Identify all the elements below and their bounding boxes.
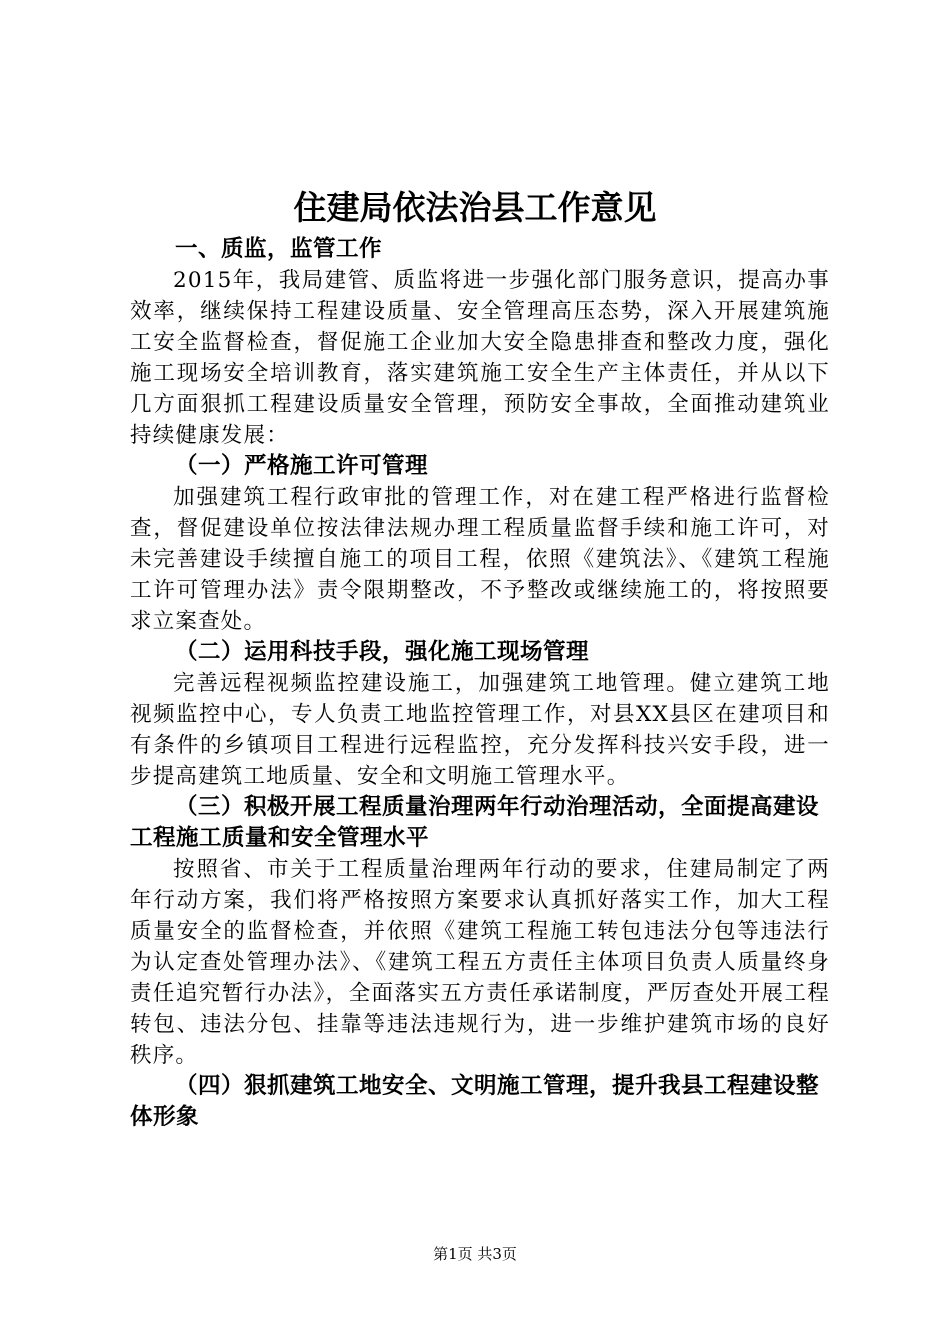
subsection-heading: （三）积极开展工程质量治理两年行动治理活动，全面提高建设工程施工质量和安全管理水平 — [130, 794, 820, 851]
subsection-heading: （二）运用科技手段，强化施工现场管理 — [175, 639, 590, 665]
subsection-heading: （一）严格施工许可管理 — [175, 453, 429, 479]
body-paragraph: 2015年，我局建管、质监将进一步强化部门服务意识，提高办事效率，继续保持工程建设质量、安全管理高压态势，深入开展建筑施工安全监督检查，督促施工企业加大安全隐患排查和整改力度，强化施工现场安全培训教育，落实建筑施工安全生产主体责任，并从以下几方面狠抓工程建设质量安全管理，预防安全事故，全面推动建筑业持续健康发展： — [130, 268, 830, 448]
subsection-heading: （四）狠抓建筑工地安全、文明施工管理，提升我县工程建设整体形象 — [130, 1073, 820, 1130]
document-title: 住建局依法治县工作意见 — [293, 188, 657, 227]
body-paragraph: 加强建筑工程行政审批的管理工作，对在建工程严格进行监督检查，督促建设单位按法律法规办理工程质量监督手续和施工许可，对未完善建设手续擅自施工的项目工程，依照《建筑法》、《建筑工程施工许可管理办法》责令限期整改，不予整改或继续施工的，将按照要求立案查处。 — [130, 485, 830, 634]
document-body — [130, 234, 830, 1133]
body-paragraph: 完善远程视频监控建设施工，加强建筑工地管理。健立建筑工地视频监控中心，专人负责工地监控管理工作，对县XX县区在建项目和有条件的乡镇项目工程进行远程监控，充分发挥科技兴安手段，进一步提高建筑工地质量、安全和文明施工管理水平。 — [130, 671, 830, 789]
page-footer: 第1页 共3页 — [433, 1245, 517, 1263]
section-heading: 一、质监，监管工作 — [175, 236, 383, 262]
body-paragraph: 按照省、市关于工程质量治理两年行动的要求，住建局制定了两年行动方案，我们将严格按照方案要求认真抓好落实工作，加大工程质量安全的监督检查，并依照《建筑工程施工转包违法分包等违法行为认定查处管理办法》、《建筑工程五方责任主体项目负责人质量终身责任追究暂行办法》，全面落实五方责任承诺制度，严厉查处开展工程转包、违法分包、挂靠等违法违规行为，进一步维护建筑市场的良好秩序。 — [130, 857, 830, 1068]
